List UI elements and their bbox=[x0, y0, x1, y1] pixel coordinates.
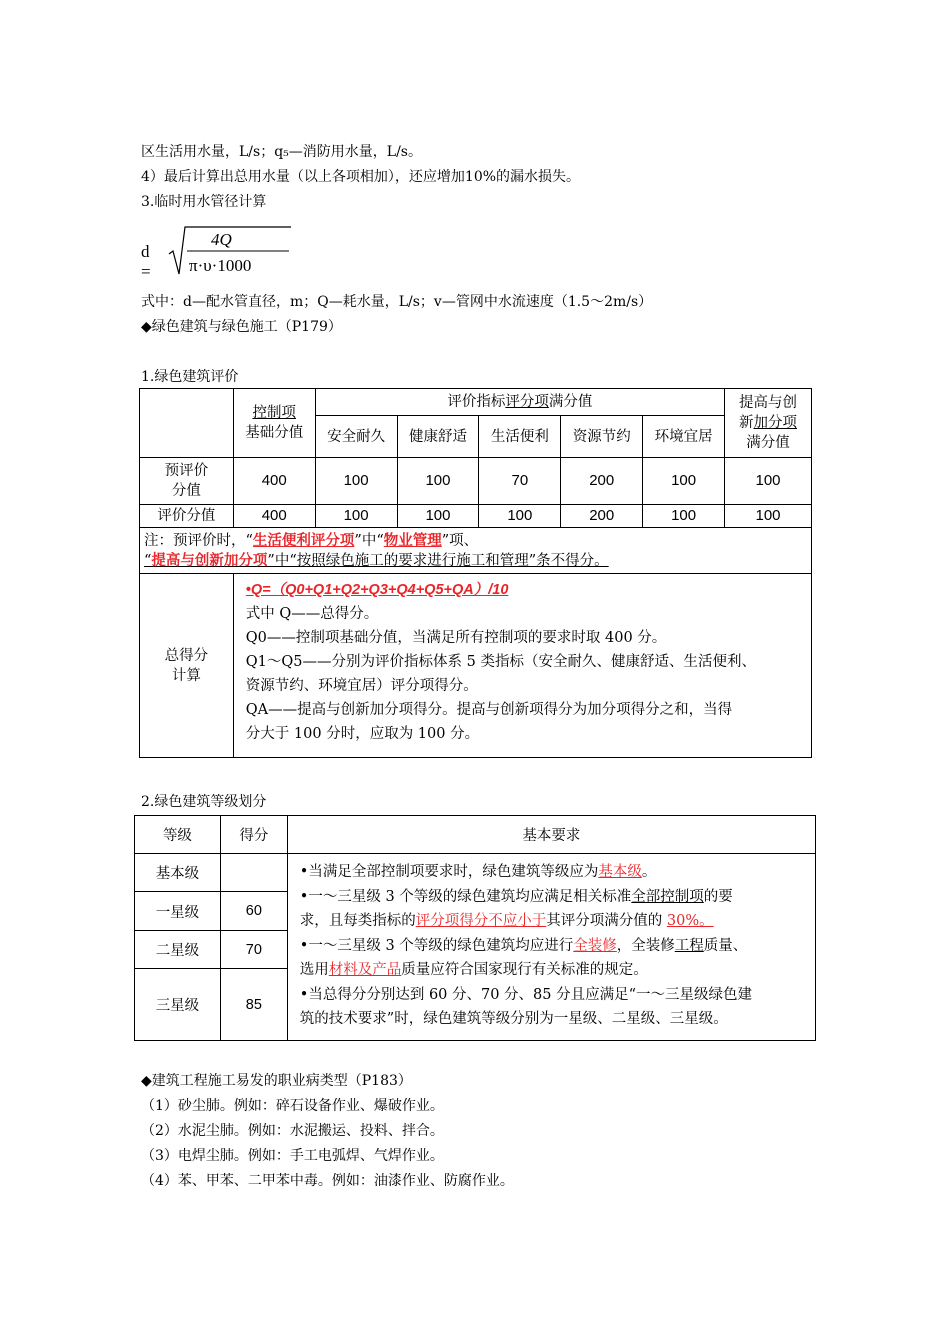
col-safety: 安全耐久 bbox=[315, 416, 397, 458]
list-item: （2）水泥尘肺。例如：水泥搬运、投料、拌合。 bbox=[141, 1123, 444, 1139]
corner-cell bbox=[140, 389, 234, 458]
grading-title: 2.绿色建筑等级划分 bbox=[141, 794, 267, 810]
intro-line-2: 4）最后计算出总用水量（以上各项相加），还应增加10%的漏水损失。 bbox=[141, 169, 581, 185]
cell: 100 bbox=[397, 505, 479, 528]
cell: 100 bbox=[725, 458, 812, 505]
header-score: 得分 bbox=[220, 816, 287, 854]
col-resource: 资源节约 bbox=[561, 416, 643, 458]
req-1: •当满足全部控制项要求时，绿色建筑等级应为基本级。 bbox=[299, 864, 657, 880]
sqrt-fraction bbox=[167, 224, 297, 278]
cell: 200 bbox=[561, 505, 643, 528]
col-environment: 环境宜居 bbox=[643, 416, 725, 458]
table-row-pre-eval bbox=[140, 458, 812, 505]
cell: 100 bbox=[643, 458, 725, 505]
evaluation-title: 1.绿色建筑评价 bbox=[141, 369, 239, 385]
level-two-star: 二星级 bbox=[135, 931, 221, 969]
cell: 100 bbox=[397, 458, 479, 505]
req-3: •一～三星级 3 个等级的绿色建筑均应进行全装修，全装修工程质量、 选用材料及产品质量应符合国家现行有关标准的规定。 bbox=[299, 937, 748, 978]
evaluation-table bbox=[139, 388, 812, 758]
header-bonus: 提高与创 新加分项 满分值 bbox=[725, 389, 812, 458]
cell: 100 bbox=[725, 505, 812, 528]
cell: 200 bbox=[561, 458, 643, 505]
green-building-title: ◆绿色建筑与绿色施工（P179） bbox=[141, 319, 342, 335]
score-one-star: 60 bbox=[220, 892, 287, 931]
grading-table bbox=[134, 815, 816, 1041]
calc-label: 总得分 计算 bbox=[140, 574, 234, 758]
calc-line: Q1～Q5——分别为评价指标体系 5 类指标（安全耐久、健康舒适、生活便利、 bbox=[245, 654, 756, 670]
calc-body bbox=[233, 574, 811, 758]
calc-line: 式中 Q——总得分。 bbox=[245, 606, 379, 622]
section-pipe-title: 3.临时用水管径计算 bbox=[141, 194, 267, 210]
score-two-star: 70 bbox=[220, 931, 287, 969]
header-level: 等级 bbox=[135, 816, 221, 854]
formula-numerator: 4Q bbox=[211, 230, 232, 249]
total-score-formula: •Q=（Q0+Q1+Q2+Q3+Q4+Q5+QA）/10 bbox=[245, 582, 509, 598]
cell: 400 bbox=[233, 505, 315, 528]
formula-denominator: π·υ·1000 bbox=[189, 256, 252, 275]
formula-lhs: d = bbox=[141, 242, 151, 281]
cell: 400 bbox=[233, 458, 315, 505]
score-basic bbox=[220, 854, 287, 892]
table-row-eval bbox=[140, 505, 812, 528]
level-one-star: 一星级 bbox=[135, 892, 221, 931]
table-row-note bbox=[140, 528, 812, 574]
header-requirement: 基本要求 bbox=[287, 816, 815, 854]
req-4: •当总得分分别达到 60 分、70 分、85 分且应满足“一～三星级绿色建 筑的技术要求”时，绿色建筑等级分别为一星级、二星级、三星级。 bbox=[299, 986, 753, 1027]
table-row-calc bbox=[140, 574, 812, 758]
intro-line-1: 区生活用水量，L/s；q₅—消防用水量，L/s。 bbox=[141, 144, 422, 160]
cell: 100 bbox=[315, 505, 397, 528]
row-label-pre-eval: 预评价 分值 bbox=[140, 458, 234, 505]
col-health: 健康舒适 bbox=[397, 416, 479, 458]
score-three-star: 85 bbox=[220, 969, 287, 1041]
list-item: （1）砂尘肺。例如：碎石设备作业、爆破作业。 bbox=[141, 1098, 444, 1114]
list-item: （4）苯、甲苯、二甲苯中毒。例如：油漆作业、防腐作业。 bbox=[141, 1173, 514, 1189]
level-three-star: 三星级 bbox=[135, 969, 221, 1041]
col-convenience: 生活便利 bbox=[479, 416, 561, 458]
intro-line-4: 式中：d—配水管直径，m；Q—耗水量，L/s；v—管网中水流速度（1.5～2m/s） bbox=[141, 294, 653, 310]
occupational-disease-title: ◆建筑工程施工易发的职业病类型（P183） bbox=[141, 1073, 412, 1089]
cell: 100 bbox=[643, 505, 725, 528]
requirements-cell bbox=[287, 854, 815, 1041]
note-cell: 注：预评价时，“生活便利评分项”中“物业管理”项、 “提高与创新加分项”中“按照绿色施工的要求进行施工和管理”条不得分。 bbox=[140, 528, 812, 574]
calc-line: QA——提高与创新加分项得分。提高与创新项得分为加分项得分之和，当得 bbox=[245, 702, 733, 718]
header-control: 控制项 基础分值 bbox=[233, 389, 315, 458]
calc-line: 资源节约、环境宜居）评分项得分。 bbox=[245, 678, 478, 694]
cell: 100 bbox=[479, 505, 561, 528]
req-2: •一～三星级 3 个等级的绿色建筑均应满足相关标准全部控制项的要 求，且每类指标的评分项得分不应小于其评分项满分值的 30%。 bbox=[299, 888, 733, 929]
calc-line: 分大于 100 分时，应取为 100 分。 bbox=[245, 726, 480, 742]
cell: 100 bbox=[315, 458, 397, 505]
header-indicator: 评价指标评分项满分值 bbox=[315, 389, 724, 416]
level-basic: 基本级 bbox=[135, 854, 221, 892]
cell: 70 bbox=[479, 458, 561, 505]
list-item: （3）电焊尘肺。例如：手工电弧焊、气焊作业。 bbox=[141, 1148, 444, 1164]
calc-line: Q0——控制项基础分值，当满足所有控制项的要求时取 400 分。 bbox=[245, 630, 667, 646]
row-label-eval: 评价分值 bbox=[140, 505, 234, 528]
